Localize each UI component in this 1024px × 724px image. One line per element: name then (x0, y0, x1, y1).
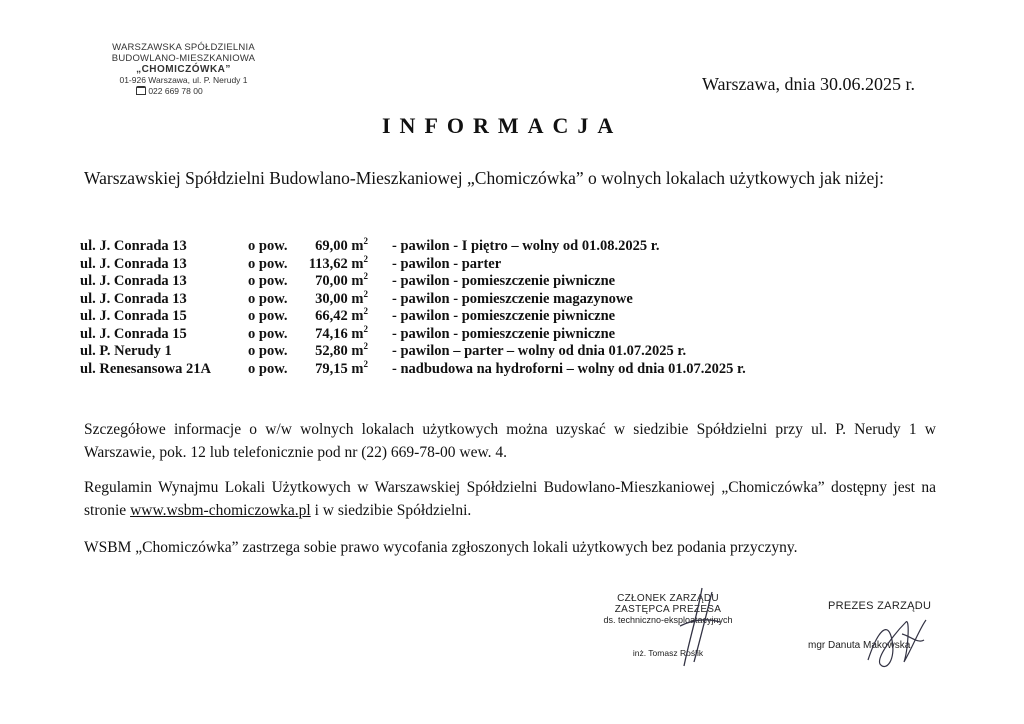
unit-area (288, 288, 368, 308)
page-title: INFORMACJA (382, 113, 623, 138)
unit-area-exponent: 2 (363, 306, 368, 317)
unit-area (288, 273, 368, 290)
unit-address: ul. J. Conrada 15 (80, 325, 187, 342)
unit-description: - pawilon - pomieszczenie piwniczne (392, 273, 616, 289)
unit-area-value: 69,00 (315, 238, 348, 254)
unit-area-unit: m (351, 273, 364, 289)
unit-address: ul. J. Conrada 13 (80, 273, 187, 289)
unit-area (288, 343, 368, 360)
letterhead-line-1: WARSZAWSKA SPÓŁDZIELNIA (112, 42, 255, 53)
signature-name: inż. Tomasz Roślik (632, 648, 704, 658)
unit-area-label: o pow. (248, 308, 288, 324)
unit-area-label: o pow. (248, 290, 288, 307)
unit-area-exponent: 2 (363, 323, 368, 334)
unit-area-exponent: 2 (363, 288, 368, 299)
unit-area-unit: m (351, 308, 364, 324)
unit-area-label: o pow. (248, 273, 288, 289)
unit-address: ul. J. Conrada 13 (80, 290, 187, 307)
unit-description: - pawilon - I piętro – wolny od 01.08.2025 r. (392, 238, 660, 254)
handwritten-signature-right (858, 600, 938, 680)
letterhead-line-2: BUDOWLANO-MIESZKANIOWA (111, 53, 256, 64)
unit-area-unit: m (351, 325, 364, 342)
regulations-text: Regulamin Wynajmu Lokali Użytkowych w Warszawskiej Spółdzielni Budowlano-Mieszkaniowej „Chomiczówka” dostępny jest na stronie (84, 479, 936, 519)
unit-address: ul. J. Conrada 13 (80, 255, 187, 272)
date-line: Warszawa, dnia 30.06.2025 r. (702, 74, 915, 94)
unit-description: - pawilon - pomieszczenie piwniczne (392, 325, 616, 342)
unit-area-exponent: 2 (363, 236, 368, 247)
unit-area-value: 79,15 (315, 360, 348, 377)
letterhead-line-3: „CHOMICZÓWKA” (136, 64, 231, 75)
unit-area-label: o pow. (248, 325, 288, 342)
unit-area-unit: m (351, 343, 364, 359)
intro-text: Warszawskiej Spółdzielni Budowlano-Mieszkaniowej „Chomiczówka” o wolnych lokalach użytkowych jak niżej: (84, 168, 884, 188)
regulations-text-end: i w siedzibie Spółdzielni. (310, 502, 472, 519)
unit-area-exponent: 2 (363, 341, 368, 352)
unit-area-label: o pow. (248, 360, 288, 377)
unit-area-label: o pow. (248, 343, 288, 359)
signature-title-1: CZŁONEK ZARZĄDU (617, 593, 719, 604)
unit-description: - pawilon - pomieszczenie piwniczne (392, 308, 616, 324)
unit-description: - nadbudowa na hydroforni – wolny od dnia 01.07.2025 r. (392, 360, 746, 377)
unit-area (288, 253, 368, 273)
unit-area (288, 323, 368, 343)
handwritten-signature-left (640, 582, 730, 672)
unit-area-unit: m (351, 290, 364, 307)
letterhead-address: 01-926 Warszawa, ul. P. Nerudy 1 (119, 75, 248, 85)
signature-title-2: ZASTĘPCA PREZESA (614, 604, 722, 615)
unit-area-value: 113,62 (308, 255, 348, 272)
unit-area (288, 308, 368, 325)
unit-description: - pawilon - parter (392, 255, 502, 272)
unit-area-label: o pow. (248, 238, 288, 254)
letterhead-phone-line (96, 86, 271, 97)
unit-area-value: 70,00 (315, 273, 348, 289)
signature-title-president: PREZES ZARZĄDU (828, 600, 932, 612)
unit-area-label: o pow. (248, 255, 288, 272)
info-paragraph: Szczegółowe informacje o w/w wolnych lokalach użytkowych można uzyskać w siedzibie Spółdzielni przy ul. P. Nerudy 1 w Warszawie, pok. 12 lub telefonicznie pod nr (22) 669-78-00 wew. 4. (84, 421, 936, 461)
unit-address: ul. P. Nerudy 1 (80, 343, 172, 359)
unit-area (288, 238, 368, 255)
unit-area-exponent: 2 (363, 271, 368, 282)
unit-address: ul. Renesansowa 21A (80, 360, 211, 377)
unit-address: ul. J. Conrada 13 (80, 238, 187, 254)
phone-icon (136, 86, 146, 95)
disclaimer-paragraph: WSBM „Chomiczówka” zastrzega sobie prawo wycofania zgłoszonych lokali użytkowych bez podania przyczyny. (84, 539, 798, 556)
unit-description: - pawilon – parter – wolny od dnia 01.07.2025 r. (392, 343, 687, 359)
regulations-paragraph (84, 476, 936, 522)
website-link[interactable]: www.wsbm-chomiczowka.pl (130, 502, 311, 519)
unit-area-value: 74,16 (315, 325, 348, 342)
unit-area-unit: m (351, 238, 364, 254)
unit-area-exponent: 2 (363, 253, 368, 264)
unit-address: ul. J. Conrada 15 (80, 308, 187, 324)
unit-area-unit: m (351, 360, 364, 377)
letterhead-phone: 022 669 78 00 (148, 86, 203, 96)
unit-description: - pawilon - pomieszczenie magazynowe (392, 290, 633, 307)
unit-area-value: 52,80 (315, 343, 348, 359)
letterhead-stamp (96, 42, 271, 97)
unit-area-unit: m (351, 255, 364, 272)
signature-name-president: mgr Danuta Makowska (808, 640, 911, 651)
unit-area (288, 358, 368, 378)
unit-area-value: 30,00 (315, 290, 348, 307)
signature-title-3: ds. techniczno-eksploatacyjnych (603, 615, 733, 625)
unit-area-exponent: 2 (363, 358, 368, 369)
unit-area-value: 66,42 (315, 308, 348, 324)
